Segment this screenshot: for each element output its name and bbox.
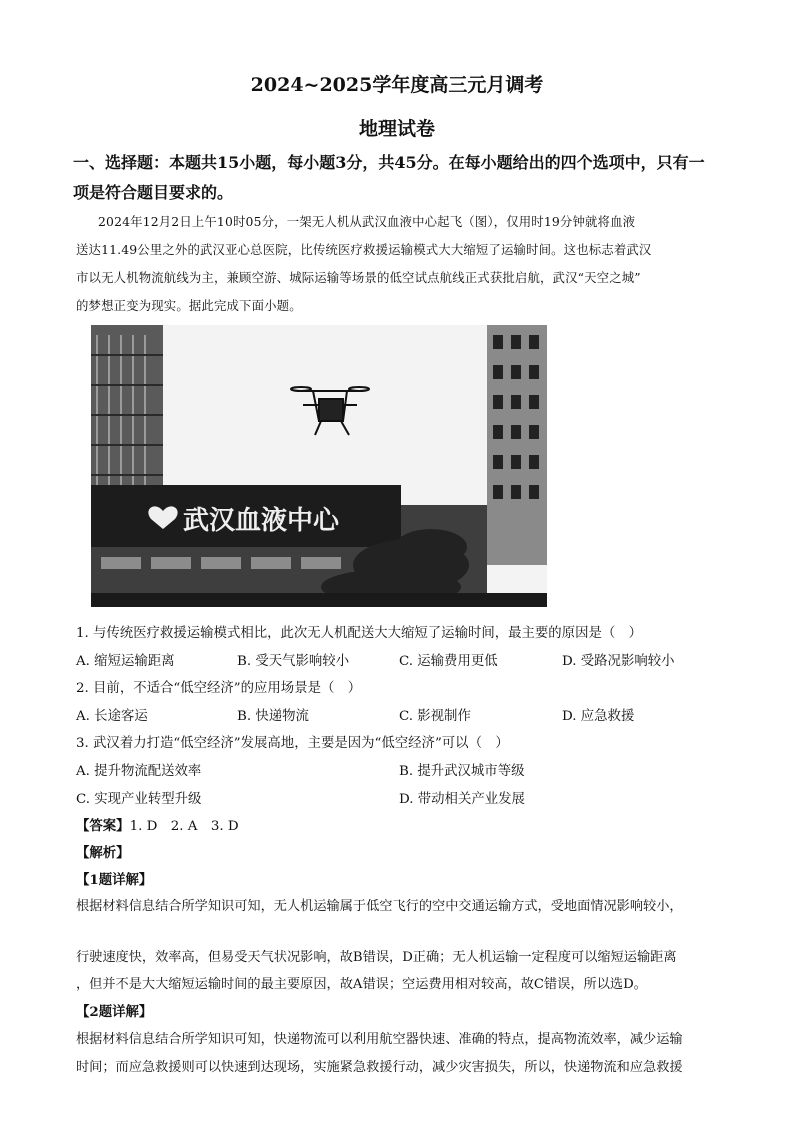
section-heading-line2: 项是符合题目要求的。 [73,183,234,202]
answer-line [76,815,239,834]
option: C. 运输费用更低 [399,654,498,669]
question-stem: 3. 武汉着力打造“低空经济”发展高地，主要是因为“低空经济”可以（ ） [76,736,509,751]
building-sign-text: 武汉血液中心 [183,506,340,536]
answer-text: 1. D 2. A 3. D [129,819,239,834]
answer-label: 【答案】 [76,818,130,834]
option: C. 影视制作 [399,709,471,724]
detail2-label: 【2题详解】 [76,1004,153,1020]
option: B. 受天气影响较小 [237,654,350,669]
option: A. 提升物流配送效率 [76,764,202,779]
option: D. 应急救援 [562,709,635,724]
detail2-line: 时间；而应急救援则可以快速到达现场，实施紧急救援行动，减少灾害损失，所以，快递物流和应急救援 [76,1060,683,1075]
passage-line: 送达11.49公里之外的武汉亚心总医院，比传统医疗救援运输模式大大缩短了运输时间。这也标志着武汉 [76,242,652,257]
passage-line: 2024年12月2日上午10时05分，一架无人机从武汉血液中心起飞（图），仅用时19分钟就将血液 [98,214,636,229]
analysis-label: 【解析】 [76,845,130,861]
detail1-line: ，但并不是大大缩短运输时间的最主要原因，故A错误；空运费用相对较高，故C错误，所以选D。 [76,977,647,992]
drone-photo [91,325,547,607]
page-title: 2024~2025学年度高三元月调考 [250,74,544,96]
option: B. 快递物流 [237,709,309,724]
option: B. 提升武汉城市等级 [399,764,525,779]
option: D. 受路况影响较小 [562,654,675,669]
page-subtitle: 地理试卷 [358,118,435,140]
passage-line: 的梦想正变为现实。据此完成下面小题。 [76,298,302,313]
detail1-line: 行驶速度快，效率高，但易受天气状况影响，故B错误，D正确；无人机运输一定程度可以缩短运输距离 [76,950,677,965]
option: A. 长途客运 [76,709,148,724]
option: A. 缩短运输距离 [76,654,175,669]
detail1-line: 根据材料信息结合所学知识可知，无人机运输属于低空飞行的空中交通运输方式，受地面情况影响较小， [76,899,683,914]
option: C. 实现产业转型升级 [76,792,202,807]
detail2-line: 根据材料信息结合所学知识可知，快递物流可以利用航空器快速、准确的特点，提高物流效率，减少运输 [76,1032,683,1047]
drone-photo-drawing [91,325,547,607]
option: D. 带动相关产业发展 [399,792,525,807]
detail1-label: 【1题详解】 [76,872,153,888]
question-stem: 2. 目前，不适合“低空经济”的应用场景是（ ） [76,681,362,696]
question-stem: 1. 与传统医疗救援运输模式相比，此次无人机配送大大缩短了运输时间，最主要的原因是（ ） [76,626,643,641]
section-heading-line1: 一、选择题：本题共15小题，每小题3分，共45分。在每小题给出的四个选项中，只有一 [73,153,705,172]
passage-line: 市以无人机物流航线为主，兼顾空游、城际运输等场景的低空试点航线正式获批启航，武汉“天空之城” [76,270,641,285]
